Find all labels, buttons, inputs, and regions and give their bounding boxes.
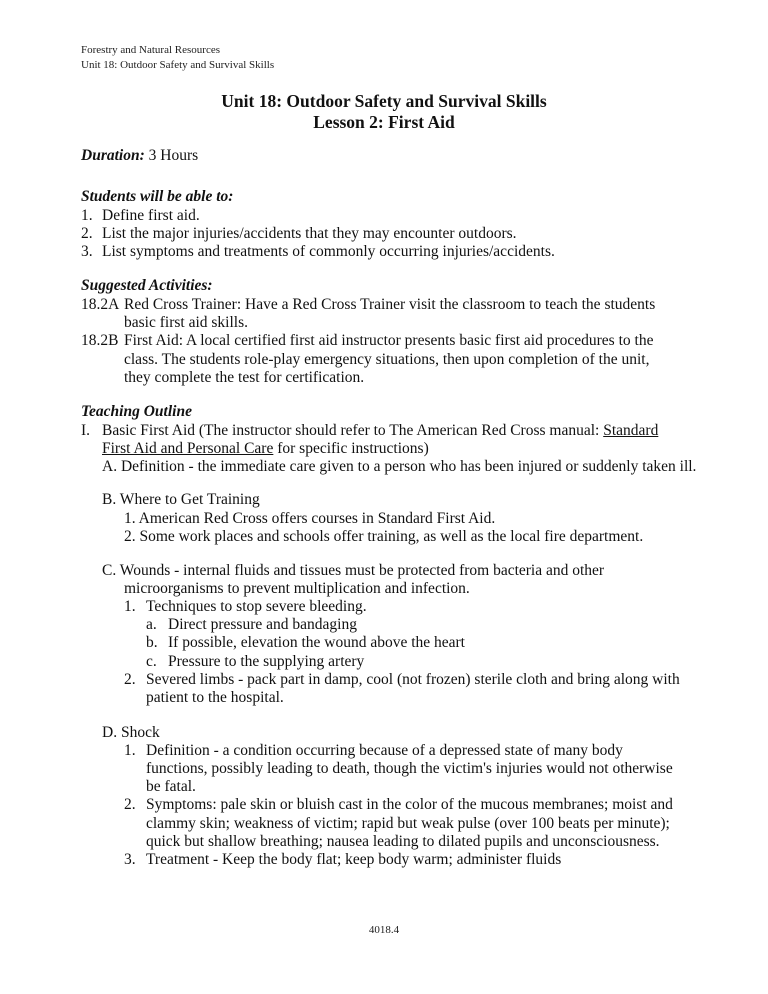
activities-heading: Suggested Activities:: [81, 277, 213, 294]
outline-C-heading-continued: microorganisms to prevent multiplication and infection.: [124, 580, 470, 597]
outline-D-item: 2. Symptoms: pale skin or bluish cast in the color of the mucous membranes; moist and: [124, 796, 673, 813]
objectives-heading: Students will be able to:: [81, 188, 234, 205]
outline-B-heading: B. Where to Get Training: [102, 491, 260, 508]
manual-title-reference: Standard: [603, 422, 659, 439]
outline-C-subitem: c. Pressure to the supplying artery: [146, 653, 365, 670]
objective-item: 2. List the major injuries/accidents that they may encounter outdoors.: [81, 225, 517, 242]
unit-title: Unit 18: Outdoor Safety and Survival Skills: [221, 91, 547, 111]
outline-D-item-continued: clammy skin; weakness of victim; rapid but weak pulse (over 100 beats per minute);: [146, 815, 670, 832]
activity-item: 18.2A Red Cross Trainer: Have a Red Cross Trainer visit the classroom to teach the students: [81, 296, 656, 313]
activity-item-continued: they complete the test for certification.: [124, 369, 365, 386]
outline-D-item: 3. Treatment - Keep the body flat; keep body warm; administer fluids: [124, 851, 562, 868]
duration-label: Duration:: [81, 147, 145, 164]
outline-C-subitem: b. If possible, elevation the wound above the heart: [146, 634, 465, 651]
outline-A-definition: A. Definition - the immediate care given to a person who has been injured or suddenly taken ill.: [102, 458, 697, 475]
outline-C-item-continued: patient to the hospital.: [146, 689, 284, 706]
objective-item: 3. List symptoms and treatments of commonly occurring injuries/accidents.: [81, 243, 555, 260]
outline-heading: Teaching Outline: [81, 403, 192, 420]
objective-item: 1. Define first aid.: [81, 207, 200, 224]
running-header-unit: Unit 18: Outdoor Safety and Survival Skills: [81, 59, 275, 71]
outline-D-heading: D. Shock: [102, 724, 160, 741]
outline-C-item: 1. Techniques to stop severe bleeding.: [124, 598, 367, 615]
outline-D-item-continued: functions, possibly leading to death, though the victim's injuries would not otherwise: [146, 760, 673, 777]
outline-B-item: 1. American Red Cross offers courses in Standard First Aid.: [124, 510, 496, 527]
outline-D-item-continued: quick but shallow breathing; nausea leading to dilated pupils and unconsciousness.: [146, 833, 660, 850]
activity-item-continued: basic first aid skills.: [124, 314, 248, 331]
outline-D-item: 1. Definition - a condition occurring because of a depressed state of many body: [124, 742, 623, 759]
outline-C-item: 2. Severed limbs - pack part in damp, cool (not frozen) sterile cloth and bring along with: [124, 671, 680, 688]
outline-C-heading: C. Wounds - internal fluids and tissues must be protected from bacteria and other: [102, 562, 605, 579]
outline-D-item-continued: be fatal.: [146, 778, 196, 795]
outline-section-I-continued: First Aid and Personal Care for specific instructions): [102, 440, 429, 457]
lesson-title: Lesson 2: First Aid: [313, 112, 455, 132]
duration: [81, 147, 198, 165]
outline-section-I: I. Basic First Aid (The instructor should refer to The American Red Cross manual: Standard: [81, 422, 659, 439]
manual-title-reference: First Aid and Personal Care: [102, 440, 274, 457]
page-number: 4018.4: [368, 924, 400, 936]
outline-C-subitem: a. Direct pressure and bandaging: [146, 616, 357, 633]
duration-value: 3 Hours: [148, 147, 199, 164]
running-header-course: Forestry and Natural Resources: [81, 44, 220, 56]
activity-item: 18.2B First Aid: A local certified first aid instructor presents basic first aid procedures to the: [81, 332, 654, 349]
activity-item-continued: class. The students role-play emergency situations, then upon completion of the unit,: [124, 351, 650, 368]
outline-B-item: 2. Some work places and schools offer training, as well as the local fire department.: [124, 528, 644, 545]
